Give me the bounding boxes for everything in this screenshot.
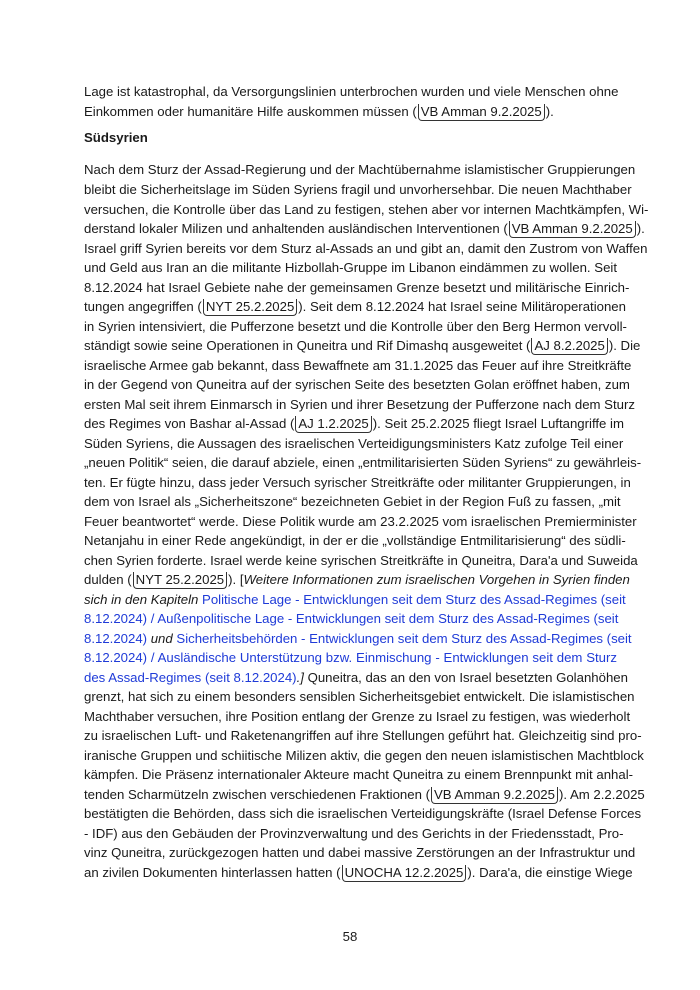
- text-line: Lage ist katastrophal, da Versorgungslinien unterbrochen wurden und viele Menschen ohne: [84, 84, 619, 99]
- text-line: vinz Quneitra, zurückgezogen hatten und dabei massive Zerstörungen an der Infrastruktur und: [84, 845, 636, 860]
- source-citation[interactable]: AJ 8.2.2025: [531, 338, 607, 355]
- section-heading: Südsyrien: [84, 130, 148, 145]
- source-citation[interactable]: VB Amman 9.2.2025: [431, 787, 558, 804]
- text-line: Einkommen oder humanitäre Hilfe auskommen müssen ( VB Amman 9.2.2025 ).: [84, 104, 554, 119]
- text-line: israelische Armee gab bekannt, dass Bewaffnete am 31.1.2025 das Feuer auf ihre Streitkräfte: [84, 358, 632, 373]
- text-line: derstand lokaler Milizen und anhaltenden ausländischen Interventionen ( VB Amman 9.2.2025 ).: [84, 221, 645, 236]
- text-line: tenden Scharmützeln zwischen verschiedenen Fraktionen ( VB Amman 9.2.2025 ). Am 2.2.2025: [84, 787, 645, 802]
- text-line: Feuer beantwortet“ werde. Diese Politik wurde am 23.2.2025 vom israelischen Premierminister: [84, 514, 637, 529]
- text-line: dem von Israel als „Sicherheitszone“ bezeichneten Gebiet in der Region Fuß zu fassen, „mit: [84, 494, 621, 509]
- text-line: 8.12.2024) und Sicherheitsbehörden - Entwicklungen seit dem Sturz des Assad-Regimes (seit: [84, 631, 632, 646]
- chapter-link[interactable]: Sicherheitsbehörden - Entwicklungen seit dem Sturz des Assad-Regimes (seit: [176, 631, 632, 646]
- chapter-link[interactable]: 8.12.2024) / Ausländische Unterstützung bzw. Einmischung - Entwicklungen seit dem Sturz: [84, 650, 617, 665]
- text-line: in Syrien intensiviert, die Pufferzone besetzt und die Kontrolle über den Berg Hermon vervoll-: [84, 319, 627, 334]
- source-citation[interactable]: UNOCHA 12.2.2025: [342, 865, 467, 882]
- chapter-link[interactable]: des Assad-Regimes (seit 8.12.2024): [84, 670, 297, 685]
- text-line: Machthaber versuchen, ihre Position entlang der Grenze zu Israel zu festigen, was wiederholt: [84, 709, 631, 724]
- source-citation[interactable]: NYT 25.2.2025: [203, 299, 297, 316]
- text-line: versuchen, die Kontrolle über das Land zu festigen, stehen aber vor internen Machtkämpfen, Wi-: [84, 202, 649, 217]
- source-citation[interactable]: AJ 1.2.2025: [295, 416, 371, 433]
- chapter-link[interactable]: 8.12.2024): [84, 631, 148, 646]
- text-line: ersten Mal seit ihrem Einmarsch in Syrien und ihrer Besetzung der Pufferzone nach dem Sturz: [84, 397, 635, 412]
- text-line: des Assad-Regimes (seit 8.12.2024).] Quneitra, das an den von Israel besetzten Golanhöhen: [84, 670, 628, 685]
- text-line: iranische Gruppen und schiitische Milizen aktiv, die gegen den neuen islamistischen Machtblock: [84, 748, 644, 763]
- text-line: grenzt, hat sich zu einem besonders sensiblen Sicherheitsgebiet entwickelt. Die islamistischen: [84, 689, 635, 704]
- text-line: - IDF) aus den Gebäuden der Provinzverwaltung und des Gerichts in der Friedensstadt, Pro-: [84, 826, 624, 841]
- page-number: 58: [342, 929, 358, 944]
- chapter-link[interactable]: 8.12.2024) / Außenpolitische Lage - Entwicklungen seit dem Sturz des Assad-Regimes (seit: [84, 611, 619, 626]
- text-line: „neuen Politik“ seien, die darauf abziele, einen „entmilitarisierten Süden Syriens“ zu gewährleis-: [84, 455, 642, 470]
- text-line: dulden ( NYT 25.2.2025 ). [Weitere Informationen zum israelischen Vorgehen in Syrien finden: [84, 572, 630, 587]
- text-line: ten. Er fügte hinzu, dass jeder Versuch syrischer Streitkräfte oder militanter Gruppierungen, in: [84, 475, 631, 490]
- source-citation[interactable]: VB Amman 9.2.2025: [509, 221, 636, 238]
- text-line: des Regimes von Bashar al-Assad ( AJ 1.2.2025 ). Seit 25.2.2025 fliegt Israel Luftangriffe im: [84, 416, 624, 431]
- text-line: zu israelischen Luft- und Raketenangriffen auf ihre Stellungen geführt hat. Gleichzeitig sind pro-: [84, 728, 642, 743]
- text-line: 8.12.2024 hat Israel Gebiete nahe der gemeinsamen Grenze besetzt und militärische Einrich-: [84, 280, 630, 295]
- text-line: tungen angegriffen ( NYT 25.2.2025 ). Seit dem 8.12.2024 hat Israel seine Militäroperationen: [84, 299, 626, 314]
- text-line: chen Syrien forderte. Israel werde keine syrischen Streitkräfte in Quneitra, Dara'a und Suweida: [84, 553, 638, 568]
- text-line: in der Gegend von Quneitra auf der syrischen Seite des besetzten Golan eröffnet haben, zum: [84, 377, 630, 392]
- text-line: Nach dem Sturz der Assad-Regierung und der Machtübernahme islamistischer Gruppierungen: [84, 162, 636, 177]
- chapter-link[interactable]: Politische Lage - Entwicklungen seit dem Sturz des Assad-Regimes (seit: [202, 592, 626, 607]
- text-line: an zivilen Dokumenten hinterlassen hatten ( UNOCHA 12.2.2025 ). Dara'a, die einstige Wiege: [84, 865, 633, 880]
- source-citation[interactable]: VB Amman 9.2.2025: [418, 104, 545, 121]
- text-line: [84, 610, 617, 627]
- text-line: bleibt die Sicherheitslage im Süden Syriens fragil und unvorhersehbar. Die neuen Machthaber: [84, 182, 632, 197]
- text-line: und Geld aus Iran an die militante Hizbollah-Gruppe im Libanon eindämmen zu wollen. Seit: [84, 260, 617, 275]
- text-line: bestätigten die Behörden, dass sich die israelischen Verteidigungskräfte (Israel Defense Forces: [84, 806, 642, 821]
- source-citation[interactable]: NYT 25.2.2025: [133, 572, 227, 589]
- text-line: Süden Syriens, die Aussagen des israelischen Verteidigungsministers Katz zufolge Teil einer: [84, 436, 624, 451]
- text-line: sich in den Kapiteln Politische Lage - Entwicklungen seit dem Sturz des Assad-Regimes (seit: [84, 592, 626, 607]
- text-line: Israel griff Syrien bereits vor dem Sturz al-Assads an und gibt an, damit den Zustrom von Waffen: [84, 241, 648, 256]
- text-line: Netanjahu in einer Rede angekündigt, in der er die „vollständige Entmilitarisierung“ des südli-: [84, 533, 626, 548]
- text-line: [84, 649, 617, 666]
- text-line: kämpfen. Die Präsenz internationaler Akteure macht Quneitra zu einem Brennpunkt mit anhal-: [84, 767, 634, 782]
- text-line: ständigt sowie seine Operationen in Quneitra und Rif Dimashq ausgeweitet ( AJ 8.2.2025 ). Die: [84, 338, 641, 353]
